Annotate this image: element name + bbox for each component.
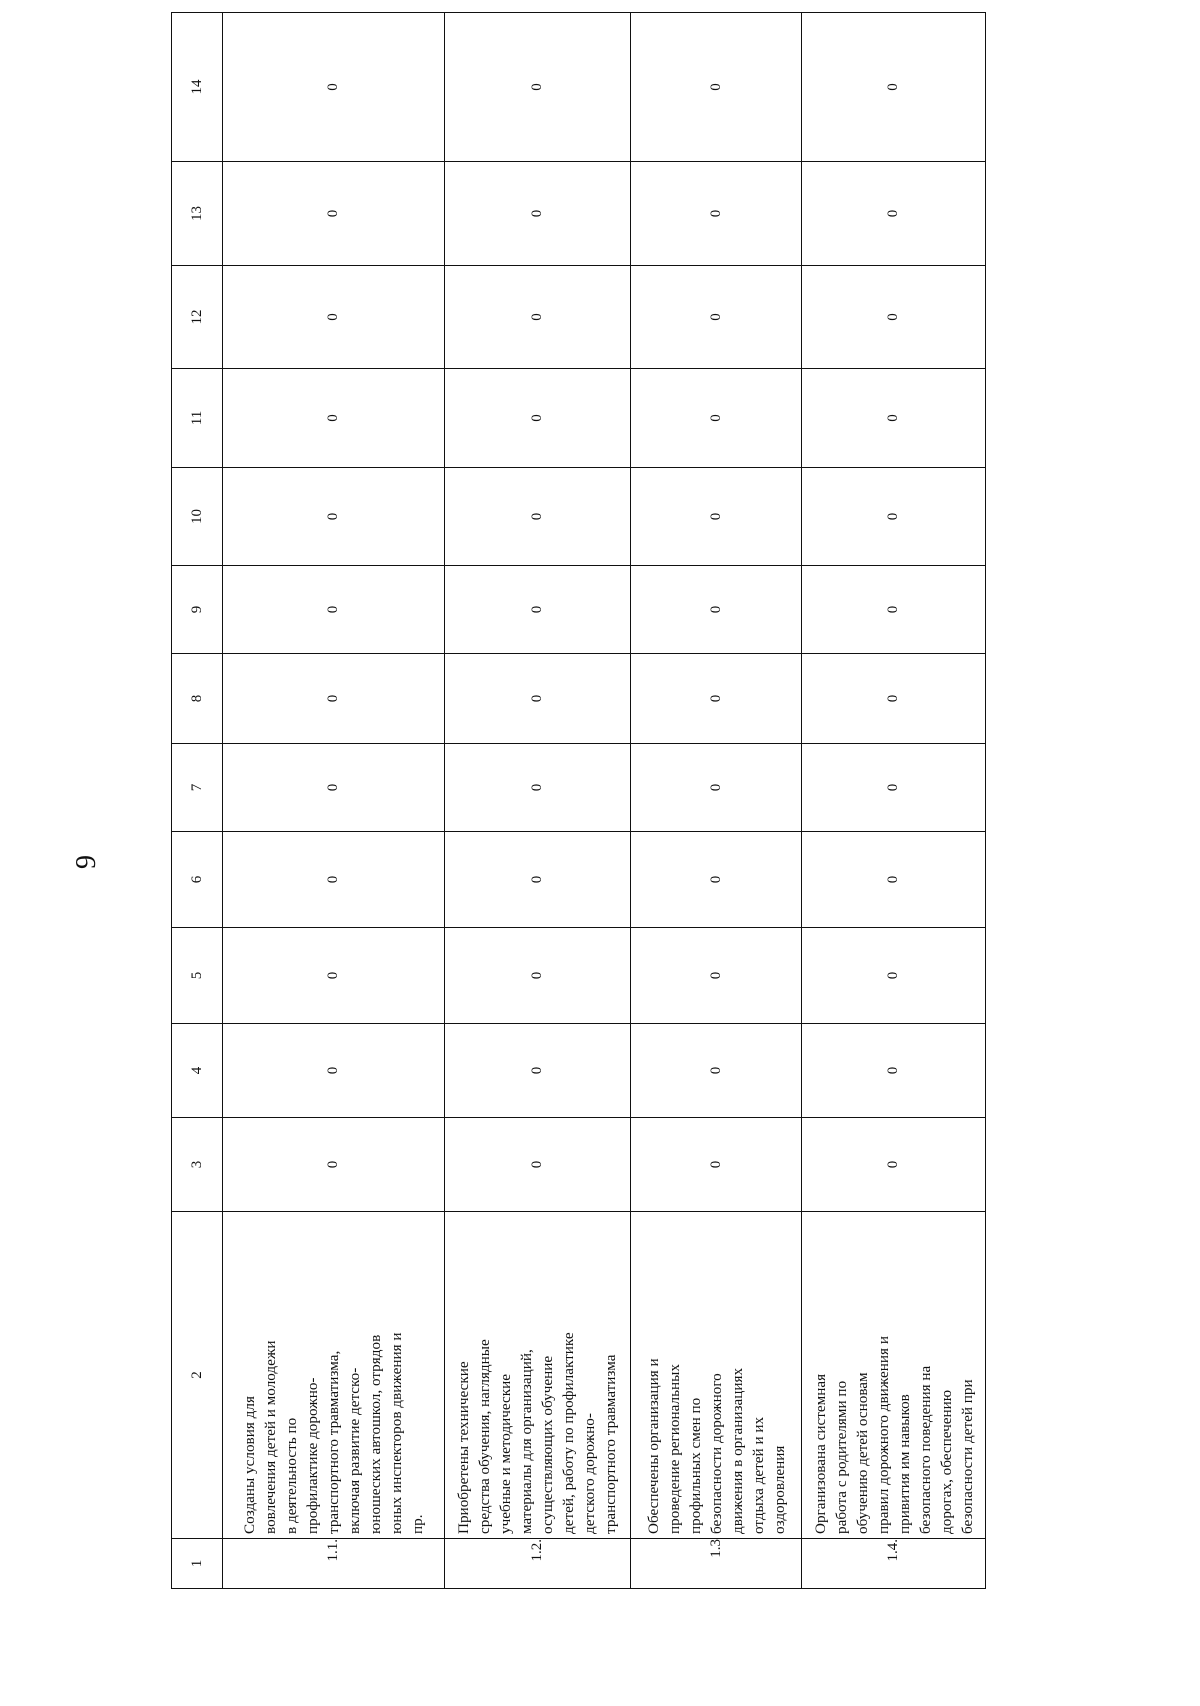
description-line: профильных смен по (686, 1397, 704, 1534)
table-cell: 0 (802, 928, 986, 1024)
table-cell: 0 (802, 13, 986, 162)
table-cell: 0 (445, 468, 631, 566)
table-cell: 0 (445, 369, 631, 468)
description-line: дорогах, обеспечению (937, 1389, 955, 1534)
column-header: 7 (172, 744, 223, 832)
table-cell: 0 (630, 566, 802, 654)
table-cell: 0 (630, 266, 802, 369)
row-description (223, 1212, 445, 1539)
column-header: 2 (172, 1212, 223, 1539)
description-line: юных инспекторов движения и (388, 1332, 406, 1534)
table-cell: 0 (802, 832, 986, 928)
table-cell: 0 (802, 566, 986, 654)
description-line: юношеских автошкол, отрядов (367, 1334, 385, 1534)
column-header: 5 (172, 928, 223, 1024)
description-line: обучению детей основам (853, 1372, 871, 1534)
table-cell: 0 (445, 566, 631, 654)
table-row (445, 13, 631, 1589)
table-cell: 0 (630, 654, 802, 744)
table-cell: 0 (223, 832, 445, 928)
page-number: 9 (71, 855, 102, 869)
description-line: учебные и методические (497, 1373, 515, 1534)
description-line: Приобретены технические (455, 1361, 473, 1534)
description-line: движения в организациях (728, 1367, 746, 1534)
description-line: детского дорожно- (581, 1413, 599, 1534)
row-number: 1.2. (445, 1539, 631, 1589)
description-line: пр. (409, 1514, 427, 1534)
table-cell: 0 (223, 468, 445, 566)
description-line: включая развитие детско- (346, 1367, 364, 1534)
table-cell: 0 (445, 832, 631, 928)
table-cell: 0 (802, 1024, 986, 1118)
table-cell: 0 (223, 266, 445, 369)
column-header: 1 (172, 1539, 223, 1589)
column-header: 13 (172, 162, 223, 266)
column-header: 12 (172, 266, 223, 369)
table-cell: 0 (802, 369, 986, 468)
description-line: правил дорожного движения и (874, 1336, 892, 1534)
description-line: транспортного травматизма, (325, 1350, 343, 1534)
data-table (171, 12, 986, 1589)
description-line: осуществляющих обучение (539, 1355, 557, 1534)
row-number: 1.4. (802, 1539, 986, 1589)
table-cell: 0 (223, 369, 445, 468)
column-header: 11 (172, 369, 223, 468)
table-row (223, 13, 445, 1589)
column-header: 14 (172, 13, 223, 162)
description-line: проведение региональных (665, 1364, 683, 1534)
table-cell: 0 (630, 744, 802, 832)
column-header: 9 (172, 566, 223, 654)
table-cell: 0 (630, 1118, 802, 1212)
column-header: 4 (172, 1024, 223, 1118)
table-cell: 0 (802, 266, 986, 369)
column-header: 10 (172, 468, 223, 566)
table-cell: 0 (445, 13, 631, 162)
description-line: материалы для организаций, (518, 1349, 536, 1534)
description-line: детей, работу по профилактике (560, 1332, 578, 1534)
table-cell: 0 (802, 654, 986, 744)
table-cell: 0 (223, 654, 445, 744)
row-description (802, 1212, 986, 1539)
table-cell: 0 (223, 744, 445, 832)
table-cell: 0 (223, 162, 445, 266)
table-cell: 0 (630, 832, 802, 928)
row-number: 1.1. (223, 1539, 445, 1589)
table-cell: 0 (630, 369, 802, 468)
description-line: транспортного травматизма (602, 1354, 620, 1534)
table-cell: 0 (445, 654, 631, 744)
description-line: оздоровления (770, 1445, 788, 1534)
table-cell: 0 (223, 928, 445, 1024)
rotated-table-container (171, 79, 986, 1589)
table-cell: 0 (630, 1024, 802, 1118)
table-cell: 0 (630, 468, 802, 566)
column-header: 3 (172, 1118, 223, 1212)
description-line: Созданы условия для (241, 1396, 259, 1534)
description-line: Организована системная (811, 1373, 829, 1534)
description-line: вовлечения детей и молодежи (262, 1340, 280, 1534)
table-cell: 0 (445, 162, 631, 266)
description-line: в деятельность по (283, 1417, 301, 1534)
table-cell: 0 (802, 162, 986, 266)
description-line: безопасности дорожного (707, 1373, 725, 1534)
column-header: 6 (172, 832, 223, 928)
description-line: привития им навыков (895, 1394, 913, 1534)
description-line: средства обучения, наглядные (476, 1339, 494, 1534)
table-cell: 0 (802, 744, 986, 832)
table-cell: 0 (802, 468, 986, 566)
table-row (802, 13, 986, 1589)
table-cell: 0 (445, 266, 631, 369)
table-cell: 0 (445, 1118, 631, 1212)
table-cell: 0 (630, 13, 802, 162)
table-cell: 0 (445, 928, 631, 1024)
table-cell: 0 (445, 1024, 631, 1118)
description-line: безопасного поведения на (916, 1365, 934, 1534)
row-number: 1.3 (630, 1539, 802, 1589)
table-cell: 0 (630, 928, 802, 1024)
table-header-row (172, 13, 223, 1589)
table-cell: 0 (223, 566, 445, 654)
row-description (445, 1212, 631, 1539)
table-cell: 0 (802, 1118, 986, 1212)
description-line: профилактике дорожно- (304, 1377, 322, 1534)
description-line: работа с родителями по (832, 1380, 850, 1534)
description-line: безопасности детей при (958, 1379, 976, 1534)
description-line: отдыха детей и их (749, 1416, 767, 1534)
description-line: Обеспечены организация и (644, 1358, 662, 1534)
row-description (630, 1212, 802, 1539)
table-cell: 0 (445, 744, 631, 832)
table-cell: 0 (223, 1024, 445, 1118)
table-cell: 0 (630, 162, 802, 266)
table-cell: 0 (223, 1118, 445, 1212)
column-header: 8 (172, 654, 223, 744)
table-cell: 0 (223, 13, 445, 162)
table-row (630, 13, 802, 1589)
